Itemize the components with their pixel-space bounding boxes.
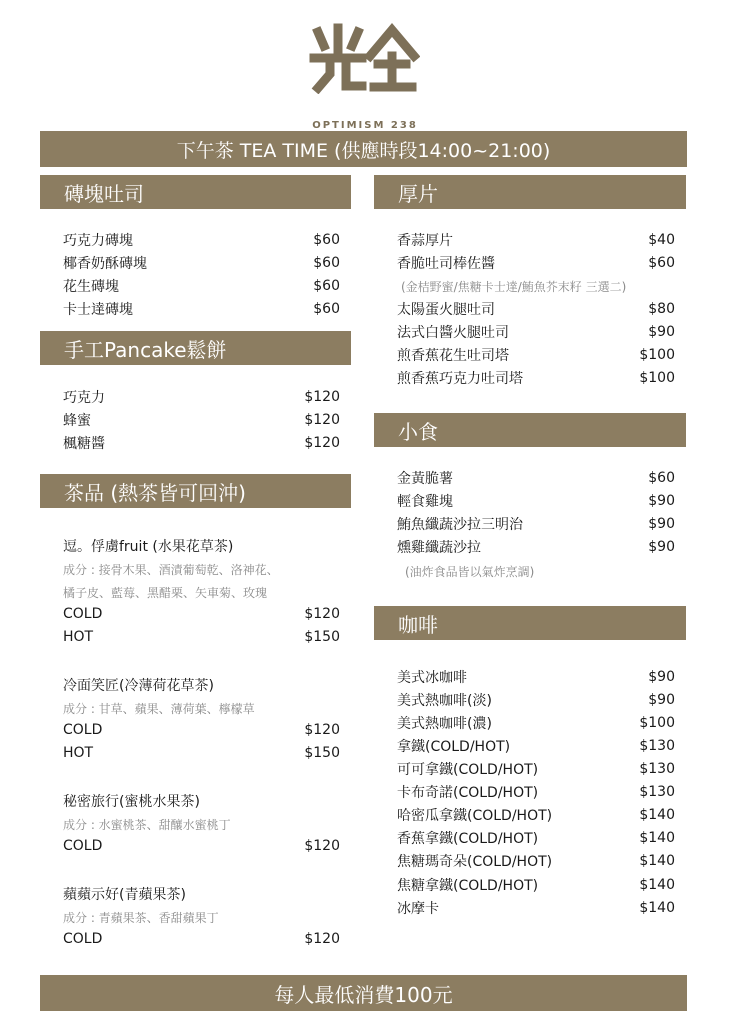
menu-item: 花生磚塊 $60 <box>63 278 340 295</box>
menu-item: 煎香蕉巧克力吐司塔 $100 <box>397 370 675 387</box>
menu-item: 美式冰咖啡 $90 <box>397 669 675 686</box>
section-title: 手工Pancake鬆餅 <box>64 337 227 362</box>
menu-item: 焦糖瑪奇朵(COLD/HOT) $140 <box>397 853 675 870</box>
menu-item: 太陽蛋火腿吐司 $80 <box>397 301 675 318</box>
menu-item: 卡布奇諾(COLD/HOT) $130 <box>397 784 675 801</box>
section-title: 咖啡 <box>398 612 438 637</box>
section-header-pancake <box>40 331 351 365</box>
menu-header <box>40 131 687 167</box>
brand-name: OPTIMISM 238 <box>312 120 418 131</box>
menu-item: 拿鐵(COLD/HOT) $130 <box>397 738 675 755</box>
tea-name: 秘密旅行(蜜桃水果茶) <box>63 794 200 810</box>
section-header-coffee <box>374 606 686 640</box>
menu-item: 巧克力 $120 <box>63 389 340 406</box>
menu-title: 下午茶 TEA TIME (供應時段14:00~21:00) <box>176 139 551 162</box>
tea-name: 逗。俘虜fruit (水果花草茶) <box>63 539 234 555</box>
tea-option: HOT $150 <box>63 629 340 645</box>
menu-item: 煎香蕉花生吐司塔 $100 <box>397 347 675 364</box>
menu-item: 法式白醬火腿吐司 $90 <box>397 324 675 341</box>
item-note: (油炸食品皆以氣炸烹調) <box>405 565 535 579</box>
menu-item: 美式熱咖啡(濃) $100 <box>397 715 675 732</box>
tea-option: COLD $120 <box>63 931 340 947</box>
menu-item: 巧克力磚塊 $60 <box>63 232 340 249</box>
menu-item: 香蒜厚片 $40 <box>397 232 675 249</box>
menu-item: 輕食雞塊 $90 <box>397 493 675 510</box>
menu-item: 燻雞纖蔬沙拉 $90 <box>397 539 675 556</box>
logo-mark-icon <box>308 22 420 94</box>
menu-item: 卡士達磚塊 $60 <box>63 301 340 318</box>
tea-ingredients: 成分 : 青蘋果茶、香甜蘋果丁 <box>63 911 219 925</box>
tea-option: COLD $120 <box>63 722 340 738</box>
menu-item: 可可拿鐵(COLD/HOT) $130 <box>397 761 675 778</box>
menu-item: 香脆吐司棒佐醬 $60 <box>397 255 675 272</box>
section-title: 厚片 <box>398 181 438 206</box>
tea-option: COLD $120 <box>63 838 340 854</box>
tea-option: HOT $150 <box>63 745 340 761</box>
menu-item: 蜂蜜 $120 <box>63 412 340 429</box>
menu-footer <box>40 975 687 1011</box>
menu-item: 冰摩卡 $140 <box>397 900 675 917</box>
tea-option: COLD $120 <box>63 606 340 622</box>
section-header-snacks <box>374 413 686 447</box>
tea-ingredients: 成分 : 接骨木果、酒漬葡萄乾、洛神花、 <box>63 563 279 577</box>
menu-item: 哈密瓜拿鐵(COLD/HOT) $140 <box>397 807 675 824</box>
section-title: 小食 <box>398 419 438 444</box>
section-header-tea <box>40 474 351 508</box>
menu-item: 金黃脆薯 $60 <box>397 470 675 487</box>
tea-ingredients: 橘子皮、藍莓、黑醋栗、矢車菊、玫瑰 <box>63 586 268 600</box>
menu-item: 焦糖拿鐵(COLD/HOT) $140 <box>397 877 675 894</box>
section-title: 茶品 (熱茶皆可回沖) <box>64 480 246 505</box>
menu-item: 鮪魚纖蔬沙拉三明治 $90 <box>397 516 675 533</box>
item-note: (金桔野蜜/焦糖卡士達/鮪魚芥末籽 三選二) <box>401 280 627 294</box>
tea-name: 冷面笑匠(冷薄荷花草茶) <box>63 678 214 694</box>
tea-ingredients: 成分 : 甘草、蘋果、薄荷葉、檸檬草 <box>63 702 255 716</box>
menu-item: 香蕉拿鐵(COLD/HOT) $140 <box>397 830 675 847</box>
menu-item: 椰香奶酥磚塊 $60 <box>63 255 340 272</box>
tea-ingredients: 成分 : 水蜜桃茶、甜釀水蜜桃丁 <box>63 818 231 832</box>
brand-logo <box>300 22 430 131</box>
tea-name: 蘋蘋示好(青蘋果茶) <box>63 887 186 903</box>
menu-item: 楓糖醬 $120 <box>63 435 340 452</box>
section-title: 磚塊吐司 <box>64 181 144 206</box>
minimum-charge-text: 每人最低消費100元 <box>274 982 453 1007</box>
section-header-brick-toast <box>40 175 351 209</box>
section-header-thick-toast <box>374 175 686 209</box>
menu-item: 美式熱咖啡(淡) $90 <box>397 692 675 709</box>
